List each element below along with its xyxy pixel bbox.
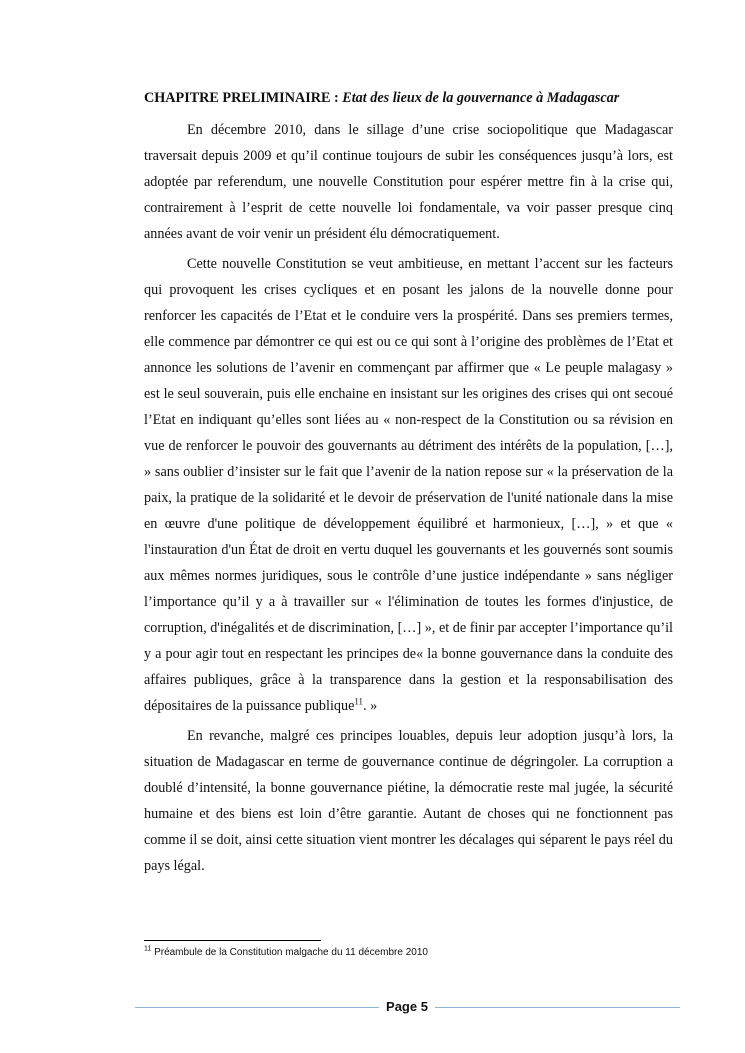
chapter-title: Etat des lieux de la gouvernance à Madagascar — [342, 90, 620, 106]
page-footer — [135, 996, 680, 1018]
paragraph-2 — [144, 251, 673, 719]
paragraph-1 — [144, 117, 673, 247]
footer-rule-left — [135, 1007, 379, 1008]
paragraph-3 — [144, 723, 673, 879]
paragraph-2-text: Cette nouvelle Constitution se veut ambitieuse, en mettant l’accent sur les facteurs qui provoquent les crises cycliques et en posant les jalons de la nouvelle donne pour renforcer les capacités de l’Etat et le conduire vers la prospérité. Dans ses premiers termes, elle commence par démontrer ce qui est ou ce qui sont à l’origine des problèmes de l’Etat et annonce les solutions de l’avenir en commençant par affirmer que « Le peuple malagasy » est le seul souverain, puis elle enchaine en insistant sur les origines des crises qui ont secoué l’Etat en indiquant qu’elles sont liées au « non-respect de la Constitution ou sa révision en vue de renforcer le pouvoir des gouvernants au détriment des intérêts de la population, […], » sans oublier d’insister sur le fait que l’avenir de la nation repose sur « la préservation de la paix, la pratique de la solidarité et le devoir de préservation de l'unité nationale dans la mise en œuvre d'une politique de développement équilibré et harmonieux, […], » et que « l'instauration d'un État de droit en vertu duquel les gouvernants et les gouvernés sont soumis aux mêmes normes juridiques, sous le contrôle d’une justice indépendante » sans négliger l’importance qu’il y a à travailler sur « l'élimination de toutes les formes d'injustice, de corruption, d'inégalités et de discrimination, […] », et de finir par accepter l’importance qu’il y a pour agir tout en respectant les principes de« la bonne gouvernance dans la conduite des affaires publiques, grâce à la transparence dans la gestion et la responsabilisation des dépositaires de la puissance publique — [144, 256, 673, 714]
footnote-reference[interactable]: 11 — [354, 696, 364, 707]
footnote — [144, 946, 673, 960]
paragraph-3-text: En revanche, malgré ces principes louables, depuis leur adoption jusqu’à lors, la situation de Madagascar en terme de gouvernance continue de dégringoler. La corruption a doublé d’intensité, la bonne gouvernance piétine, la démocratie reste mal jugée, la sécurité humaine et des biens est loin d’être garantie. Autant de choses qui ne fonctionnent pas comme il se doit, ainsi cette situation vient montrer les décalages qui séparent le pays réel du pays légal. — [144, 728, 673, 874]
footer-rule-right — [435, 1007, 680, 1008]
footnote-text: Préambule de la Constitution malgache du 11 décembre 2010 — [154, 947, 428, 958]
page-number: Page 5 — [386, 999, 428, 1014]
chapter-heading — [144, 88, 673, 108]
footnote-number: 11 — [144, 945, 152, 953]
page-body — [144, 88, 673, 883]
footnote-separator — [144, 940, 321, 941]
chapter-label: CHAPITRE PRELIMINAIRE : — [144, 90, 339, 106]
quote-close: . » — [363, 698, 378, 714]
paragraph-1-text: En décembre 2010, dans le sillage d’une crise sociopolitique que Madagascar traversait depuis 2009 et qu’il continue toujours de subir les conséquences jusqu’à lors, est adoptée par referendum, une nouvelle Constitution pour espérer mettre fin à la crise qui, contrairement à l’esprit de cette nouvelle loi fondamentale, va voir passer presque cinq années avant de voir venir un président élu démocratiquement. — [144, 122, 673, 242]
